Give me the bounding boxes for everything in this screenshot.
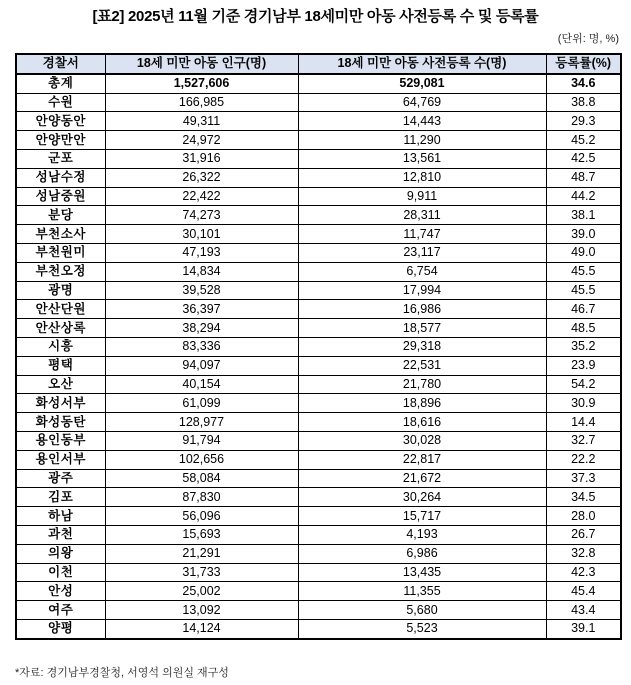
population-cell: 24,972 [105, 131, 298, 150]
station-name: 시흥 [16, 337, 105, 356]
registered-cell: 30,028 [298, 431, 546, 450]
station-name: 양평 [16, 619, 105, 638]
registered-cell: 14,443 [298, 112, 546, 131]
table-row [16, 168, 621, 187]
table-row [16, 206, 621, 225]
registered-cell: 22,531 [298, 356, 546, 375]
table-row [16, 375, 621, 394]
registered-cell: 18,577 [298, 319, 546, 338]
registered-cell: 23,117 [298, 243, 546, 262]
registered-cell: 16,986 [298, 300, 546, 319]
station-name: 부천원미 [16, 243, 105, 262]
station-name: 화성서부 [16, 394, 105, 413]
population-cell: 87,830 [105, 488, 298, 507]
registered-cell: 13,561 [298, 149, 546, 168]
population-cell: 61,099 [105, 394, 298, 413]
station-name: 오산 [16, 375, 105, 394]
station-name: 성남중원 [16, 187, 105, 206]
header-rate: 등록률(%) [546, 54, 621, 74]
population-cell: 21,291 [105, 544, 298, 563]
table-row [16, 112, 621, 131]
table-row [16, 131, 621, 150]
rate-cell: 30.9 [546, 394, 621, 413]
registered-cell: 4,193 [298, 525, 546, 544]
rate-cell: 26.7 [546, 525, 621, 544]
registration-table [15, 53, 622, 640]
table-row [16, 149, 621, 168]
table-title: [표2] 2025년 11월 기준 경기남부 18세미만 아동 사전등록 수 및 등록률 [92, 8, 539, 25]
station-name: 총계 [16, 74, 105, 93]
source-note: *자료: 경기남부경찰청, 서영석 의원실 재구성 [15, 667, 229, 679]
rate-cell: 38.8 [546, 93, 621, 112]
population-cell: 102,656 [105, 450, 298, 469]
registered-cell: 6,986 [298, 544, 546, 563]
table-row [16, 413, 621, 432]
registered-cell: 18,616 [298, 413, 546, 432]
population-cell: 14,124 [105, 619, 298, 638]
rate-cell: 45.4 [546, 582, 621, 601]
station-name: 부천오정 [16, 262, 105, 281]
table-row [16, 300, 621, 319]
population-cell: 166,985 [105, 93, 298, 112]
table-row [16, 450, 621, 469]
header-population: 18세 미만 아동 인구(명) [105, 54, 298, 74]
station-name: 부천소사 [16, 225, 105, 244]
table-row [16, 431, 621, 450]
population-cell: 94,097 [105, 356, 298, 375]
population-cell: 31,733 [105, 563, 298, 582]
rate-cell: 45.2 [546, 131, 621, 150]
station-name: 화성동탄 [16, 413, 105, 432]
table-row [16, 243, 621, 262]
population-cell: 13,092 [105, 601, 298, 620]
population-cell: 58,084 [105, 469, 298, 488]
rate-cell: 34.6 [546, 74, 621, 93]
registered-cell: 21,672 [298, 469, 546, 488]
registered-cell: 13,435 [298, 563, 546, 582]
registered-cell: 22,817 [298, 450, 546, 469]
rate-cell: 48.7 [546, 168, 621, 187]
station-name: 평택 [16, 356, 105, 375]
header-registered: 18세 미만 아동 사전등록 수(명) [298, 54, 546, 74]
rate-cell: 42.5 [546, 149, 621, 168]
rate-cell: 23.9 [546, 356, 621, 375]
registered-cell: 12,810 [298, 168, 546, 187]
registered-cell: 21,780 [298, 375, 546, 394]
population-cell: 14,834 [105, 262, 298, 281]
rate-cell: 29.3 [546, 112, 621, 131]
rate-cell: 42.3 [546, 563, 621, 582]
station-name: 안성 [16, 582, 105, 601]
rate-cell: 38.1 [546, 206, 621, 225]
table-row [16, 469, 621, 488]
population-cell: 26,322 [105, 168, 298, 187]
rate-cell: 28.0 [546, 507, 621, 526]
station-name: 광주 [16, 469, 105, 488]
station-name: 안산단원 [16, 300, 105, 319]
registered-cell: 5,523 [298, 619, 546, 638]
station-name: 용인동부 [16, 431, 105, 450]
station-name: 김포 [16, 488, 105, 507]
rate-cell: 34.5 [546, 488, 621, 507]
table-row [16, 619, 621, 638]
station-name: 수원 [16, 93, 105, 112]
station-name: 용인서부 [16, 450, 105, 469]
station-name: 과천 [16, 525, 105, 544]
station-name: 성남수정 [16, 168, 105, 187]
population-cell: 1,527,606 [105, 74, 298, 93]
rate-cell: 14.4 [546, 413, 621, 432]
table-row [16, 544, 621, 563]
table-row [16, 601, 621, 620]
rate-cell: 39.1 [546, 619, 621, 638]
rate-cell: 43.4 [546, 601, 621, 620]
registered-cell: 17,994 [298, 281, 546, 300]
population-cell: 47,193 [105, 243, 298, 262]
population-cell: 40,154 [105, 375, 298, 394]
population-cell: 22,422 [105, 187, 298, 206]
population-cell: 83,336 [105, 337, 298, 356]
station-name: 광명 [16, 281, 105, 300]
rate-cell: 45.5 [546, 281, 621, 300]
rate-cell: 49.0 [546, 243, 621, 262]
registered-cell: 11,355 [298, 582, 546, 601]
population-cell: 36,397 [105, 300, 298, 319]
rate-cell: 44.2 [546, 187, 621, 206]
rate-cell: 35.2 [546, 337, 621, 356]
table-row [16, 525, 621, 544]
registered-cell: 11,290 [298, 131, 546, 150]
rate-cell: 32.7 [546, 431, 621, 450]
unit-note: (단위: 명, %) [557, 33, 619, 45]
population-cell: 31,916 [105, 149, 298, 168]
population-cell: 49,311 [105, 112, 298, 131]
table-row [16, 394, 621, 413]
station-name: 안양만안 [16, 131, 105, 150]
station-name: 여주 [16, 601, 105, 620]
table-row [16, 488, 621, 507]
table-row [16, 281, 621, 300]
registered-cell: 11,747 [298, 225, 546, 244]
population-cell: 74,273 [105, 206, 298, 225]
rate-cell: 54.2 [546, 375, 621, 394]
population-cell: 56,096 [105, 507, 298, 526]
population-cell: 25,002 [105, 582, 298, 601]
registered-cell: 30,264 [298, 488, 546, 507]
station-name: 이천 [16, 563, 105, 582]
rate-cell: 46.7 [546, 300, 621, 319]
registered-cell: 64,769 [298, 93, 546, 112]
registered-cell: 18,896 [298, 394, 546, 413]
station-name: 안산상록 [16, 319, 105, 338]
table-row [16, 356, 621, 375]
population-cell: 39,528 [105, 281, 298, 300]
table-row [16, 225, 621, 244]
registered-cell: 9,911 [298, 187, 546, 206]
table-row [16, 582, 621, 601]
header-station: 경찰서 [16, 54, 105, 74]
registered-cell: 29,318 [298, 337, 546, 356]
rate-cell: 39.0 [546, 225, 621, 244]
station-name: 안양동안 [16, 112, 105, 131]
registered-cell: 6,754 [298, 262, 546, 281]
table-row [16, 507, 621, 526]
population-cell: 91,794 [105, 431, 298, 450]
table-row [16, 337, 621, 356]
table-row [16, 563, 621, 582]
station-name: 분당 [16, 206, 105, 225]
population-cell: 128,977 [105, 413, 298, 432]
station-name: 군포 [16, 149, 105, 168]
total-row [16, 74, 621, 93]
population-cell: 30,101 [105, 225, 298, 244]
table-row [16, 319, 621, 338]
header-row [16, 54, 621, 74]
station-name: 하남 [16, 507, 105, 526]
population-cell: 15,693 [105, 525, 298, 544]
table-row [16, 93, 621, 112]
table-row [16, 262, 621, 281]
population-cell: 38,294 [105, 319, 298, 338]
rate-cell: 22.2 [546, 450, 621, 469]
station-name: 의왕 [16, 544, 105, 563]
rate-cell: 48.5 [546, 319, 621, 338]
registered-cell: 28,311 [298, 206, 546, 225]
registered-cell: 529,081 [298, 74, 546, 93]
rate-cell: 37.3 [546, 469, 621, 488]
registered-cell: 5,680 [298, 601, 546, 620]
rate-cell: 32.8 [546, 544, 621, 563]
registered-cell: 15,717 [298, 507, 546, 526]
table-row [16, 187, 621, 206]
rate-cell: 45.5 [546, 262, 621, 281]
